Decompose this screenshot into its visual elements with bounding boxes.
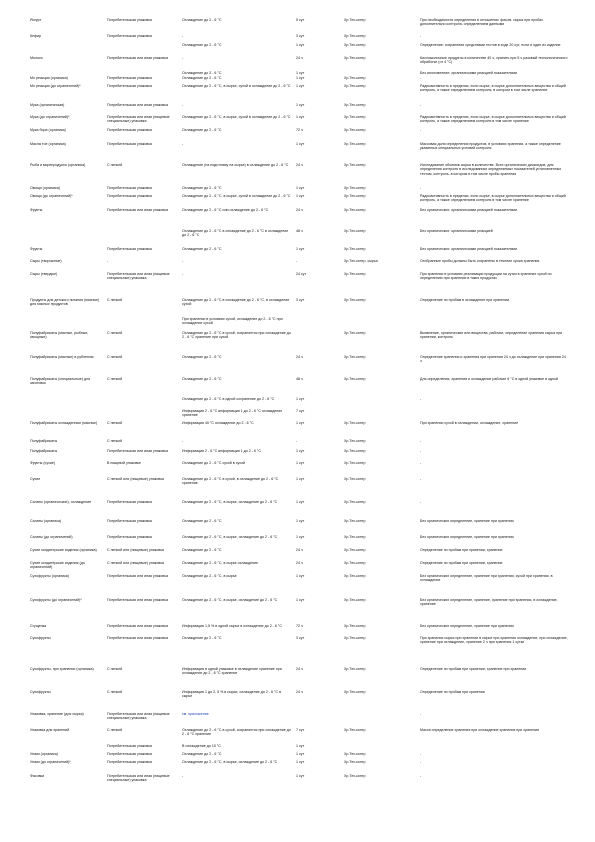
storage-term-cell: 24 ч: [296, 561, 303, 565]
product-name-cell: Йогурт: [30, 18, 42, 22]
packaging-cell: С пенкой: [107, 355, 123, 359]
notes-cell: Кисломолочные продукты в количестве 40 ч, хранить при 5 ч разовый технологического обработке (от 4 °С): [420, 56, 568, 65]
packaging-cell: С пенкой: [107, 377, 123, 381]
storage-conditions-cell: Охлаждение до 2 - 6 °С, в сырье, охлаждение до 2 - 6 °С: [182, 598, 278, 602]
storage-conditions-cell: Охлаждение до 2 - 6 °С или охлаждение до 2 - 6 °С: [182, 208, 269, 212]
product-name-cell: Овощи (органика): [30, 186, 60, 190]
storage-conditions-cell: Охлаждение до 2 - 6 °С: [182, 519, 222, 523]
product-name-cell: Полуфабрикаты (мясные, рыбные, овощные): [30, 331, 89, 340]
storage-conditions-cell: Информация в одной упаковке в охлаждение хранение при охлаждение до 2 - 6 °С хранение: [182, 667, 282, 676]
packaging-cell: С пенкой: [107, 421, 123, 425]
storage-conditions-cell: Охлаждение до 2 - 6 °С, в сырье, сухой в охлаждение до 2 - 6 °С: [182, 115, 291, 119]
product-name-cell: Молоко: [30, 56, 43, 60]
storage-conditions-cell: Охлаждение до 2 - 6 °С, в сырье, сухой в охлаждение до 2 - 6 °С: [182, 194, 291, 198]
notes-cell: Определение: сохранения средствами тестов в ходе 20 сут, если и один из изделие: [420, 43, 561, 47]
control-method-cell: Хр.Тех-контр: [344, 186, 366, 190]
storage-term-cell: 3 сут: [296, 636, 305, 640]
product-name-cell: Сухофрукты (органика): [30, 574, 69, 578]
storage-term-cell: 1 сут: [296, 194, 305, 198]
storage-conditions-cell: Охлаждение до 2 - 6 °С, в сырье охлаждение: [182, 561, 258, 565]
notes-cell: Без органических определение, хранение при хранении: [420, 624, 514, 628]
packaging-cell: Потребительская упаковка: [107, 76, 152, 80]
control-method-cell: Хр.Тех-контр: [344, 728, 366, 732]
packaging-cell: С пенкой: [107, 163, 123, 167]
control-method-cell: Хр.Тех-контр: [344, 142, 366, 146]
storage-conditions-cell: -: [182, 272, 184, 276]
control-method-cell: Хр.Тех-контр: [344, 667, 366, 671]
product-name-cell: Овощи (до ограничений)*: [30, 194, 73, 198]
packaging-cell: В пищевой упаковке: [107, 461, 142, 465]
notes-cell: -: [420, 128, 422, 132]
product-name-cell: Сгущенка: [30, 624, 47, 628]
notes-cell: Без органических: органическими реакцией показателями: [420, 247, 517, 251]
control-method-cell: Хр.Тех-контр: [344, 84, 366, 88]
storage-conditions-cell: При хранении в условиях сухой, охлаждение до 2 - 6 °С при охлаждение сухой: [182, 317, 283, 326]
notes-cell: При хранения сырья при хранении в сырье при хранения охлаждение, при охлаждение, хранение при охлаждение, хранение 2 ч при хранения 1 сутки: [420, 636, 568, 645]
storage-term-cell: 1 сут: [296, 186, 305, 190]
storage-conditions-cell: Охлаждение до 2 - 6 °С в сухой, в охлаждение до 2 - 6 °С хранение: [182, 477, 279, 486]
packaging-cell: Потребительская упаковка: [107, 142, 152, 146]
control-method-cell: Хр.Тех-контр: [344, 115, 366, 119]
notes-cell: Без органических: органическими реакцией: [420, 229, 493, 233]
packaging-cell: Потребительская упаковка: [107, 500, 152, 504]
packaging-cell: Потребительская или иная упаковка: [107, 56, 168, 60]
storage-conditions-cell: Охлаждение до 2 - 6 °С: [182, 355, 222, 359]
storage-conditions-cell: Информация 2 - 6 °С информация 1 до 2 - 6 °С: [182, 449, 261, 453]
product-name-cell: Упаки (органика): [30, 752, 58, 756]
control-method-cell: Хр.Тех-контр: [344, 439, 366, 443]
notes-cell: При необходимости определения в отношении: фасов. сырья при пробах дополнительно контроля, определением данными: [420, 18, 543, 27]
storage-conditions-cell: -: [182, 142, 184, 146]
packaging-cell: Потребительская или иная (пищевые специальные) упаковка: [107, 115, 170, 124]
packaging-cell: С пенкой: [107, 439, 123, 443]
notes-cell: Исследование объемов сырья в количестве. Всех органических диоксидов, для определения контроля в исследованиях определяемых показателей установленных тестом, контроль, в котором в том числе пробы хранения: [420, 163, 562, 176]
storage-term-cell: 1 сут: [296, 142, 305, 146]
packaging-cell: С пенкой: [107, 331, 123, 335]
product-name-cell: Фрукты: [30, 247, 43, 251]
control-method-cell: Хр.Тех-контр: [344, 247, 366, 251]
storage-term-cell: 3 сут: [296, 34, 305, 38]
packaging-cell: Потребительская упаковка: [107, 247, 152, 251]
storage-term-cell: 24 ч: [296, 56, 303, 60]
storage-term-cell: 1 сут: [296, 397, 305, 401]
packaging-cell: Потребительская упаковка: [107, 760, 152, 764]
storage-conditions-cell: [182, 712, 292, 716]
packaging-cell: С пенкой: [107, 690, 123, 694]
storage-term-cell: 24 ч: [296, 548, 303, 552]
notes-cell: -: [420, 76, 422, 80]
control-method-cell: Хр.Тех-контр: [344, 103, 366, 107]
notes-cell: -: [420, 500, 422, 504]
notes-cell: -: [420, 34, 422, 38]
control-method-cell: Хр.Тех-контр: [344, 34, 366, 38]
storage-conditions-cell: Информация 1 до 2, 5 % в сырье, охлаждение до 2 - 6 °С в сырье: [182, 690, 281, 699]
notes-cell: Выявление, органические или вещества, рабочие, определение хранения сырья при хранении, контроль: [420, 331, 563, 340]
storage-term-cell: 1 сут: [296, 103, 305, 107]
notes-cell: Определение по пробам при хранении: [420, 690, 485, 694]
product-name-cell: Сухофрукты (до ограничений)*: [30, 598, 82, 602]
packaging-cell: С пенкой или (пищевые) упаковка: [107, 477, 164, 481]
packaging-cell: Потребительская упаковка: [107, 752, 152, 756]
notes-cell: Определение хранения и хранения при хранения 24 ч до охлаждение при хранения 24 ч: [420, 355, 566, 364]
notes-cell: Радиоактивность в пределах, если сырье, в сырье дополнительных вещества и общий контроль, а также определением контроля в том числе хранение: [420, 194, 566, 203]
packaging-cell: Потребительская упаковка: [107, 18, 152, 22]
product-name-cell: Рыба и морепродукты (органика): [30, 163, 86, 167]
storage-term-cell: 1 сут: [296, 71, 305, 75]
notes-cell: Определение по пробам при хранении, хранение: [420, 561, 503, 565]
control-method-cell: Хр.Тех-контр: [344, 500, 366, 504]
notes-cell: Радиоактивность в пределах, если сырье, в сырье дополнительных вещества и общий контроль, а также определением контроля в том числе хранение: [420, 115, 566, 124]
notes-cell: При хранении сухой в охлаждении, охлаждение, хранение: [420, 421, 519, 425]
notes-cell: Без органических определение, хранение при хранении: [420, 519, 514, 523]
control-method-cell: Хр.Тех-контр: [344, 760, 366, 764]
notes-cell: -: [420, 760, 422, 764]
storage-term-cell: 7 сут: [296, 409, 305, 413]
control-method-cell: Хр.Тех-контр: [344, 624, 366, 628]
control-method-cell: Хр.Тех-контр, сырья: [344, 259, 378, 263]
notes-cell: Без органических определение, хранение, хранение при хранении, в охлаждение, хранение: [420, 598, 558, 607]
product-name-cell: Сыры (твердые): [30, 272, 58, 276]
storage-term-cell: 1 сут: [296, 461, 305, 465]
notes-cell: При хранении в условиях реализации продукции на сутки в хранение сухой по определению при хранении в таких продуктах: [420, 272, 552, 281]
notes-cell: Массовая доля определения продуктов, в условиях хранения, а также определение указанных специальных условий контроля: [420, 142, 561, 151]
control-method-cell: Хр.Тех-контр: [344, 208, 366, 212]
control-method-cell: Хр.Тех-контр: [344, 355, 366, 359]
storage-term-cell: 1 сут: [296, 76, 305, 80]
product-name-cell: Полуфабрикаты: [30, 439, 58, 443]
packaging-cell: С пенкой: [107, 728, 123, 732]
notes-cell: -: [420, 774, 422, 778]
notes-cell: -: [420, 397, 422, 401]
control-method-cell: Хр.Тех-контр: [344, 194, 366, 198]
packaging-cell: Потребительская упаковка: [107, 186, 152, 190]
storage-term-cell: 1 сут: [296, 774, 305, 778]
product-name-cell: Кефир: [30, 34, 42, 38]
packaging-cell: Потребительская или иная упаковка: [107, 598, 168, 602]
storage-term-cell: 1 сут: [296, 752, 305, 756]
packaging-cell: Потребительская упаковка: [107, 84, 152, 88]
storage-term-cell: 1 сут: [296, 598, 305, 602]
notes-cell: Радиоактивность в пределах, если сырье, в сырье дополнительных вещества и общий контроль, а также определением контроля, в котором в том числе хранение: [420, 84, 566, 93]
storage-term-cell: 1 сут: [296, 760, 305, 764]
storage-conditions-cell: Охлаждение до 2 - 6 °С: [182, 71, 222, 75]
storage-term-cell: 1 сут: [296, 449, 305, 453]
control-method-cell: Хр.Тех-контр: [344, 298, 366, 302]
storage-conditions-cell: Охлаждение до 2 - 6 °С: [182, 548, 222, 552]
control-method-cell: Хр.Тех-контр: [344, 449, 366, 453]
control-method-cell: Хр.Тех-контр: [344, 561, 366, 565]
storage-term-cell: 48 ч: [296, 229, 303, 233]
product-name-cell: Сыры (творожные): [30, 259, 62, 263]
control-method-cell: Хр.Тех-контр: [344, 18, 366, 22]
notes-cell: -: [420, 449, 422, 453]
product-name-cell: Фрукты (сухие): [30, 461, 56, 465]
product-name-cell: Салаты (до ограничений): [30, 535, 73, 539]
product-name-cell: Сухие: [30, 477, 41, 481]
storage-conditions-cell: Охлаждение до 2 - 6 °С, в сырье, сухой в охлаждение до 2 - 6 °С: [182, 84, 291, 88]
control-method-cell: Хр.Тех-контр: [344, 574, 366, 578]
packaging-cell: Потребительская упаковка: [107, 744, 152, 748]
control-method-cell: Хр.Тех-контр: [344, 774, 366, 778]
control-method-cell: Хр.Тех-контр: [344, 598, 366, 602]
notes-cell: Без органических определение, хранение при хранении: [420, 535, 514, 539]
storage-conditions-cell: Охлаждение до 2 - 6 °С в сухой, сохраняется при охлаждение до 2 - 6 °С хранение: [182, 728, 291, 737]
notes-cell: Отобранные пробы должны быть сохранены в течение срока хранения: [420, 259, 540, 263]
storage-conditions-cell: Охлаждение до 2 - 6 °С: [182, 752, 222, 756]
packaging-cell: Потребительская или иная упаковка: [107, 103, 168, 107]
storage-conditions-cell: Охлаждение до 2 - 6 °С: [182, 377, 222, 381]
packaging-cell: Потребительская упаковка: [107, 519, 152, 523]
storage-conditions-cell: -: [182, 259, 184, 263]
storage-conditions-cell: Охлаждение до 2 - 6 °С: [182, 636, 222, 640]
control-method-cell: Хр.Тех-контр: [344, 56, 366, 60]
storage-conditions-cell: Информация 2 - 6 °С информация 1 до 2 - 6 °С охлаждение хранение: [182, 409, 283, 418]
storage-term-cell: 24 ч: [296, 667, 303, 671]
packaging-cell: -: [107, 259, 109, 263]
notes-cell: Без органических: органическими реакцией показателями: [420, 208, 517, 212]
notes-cell: -: [420, 103, 422, 107]
control-method-cell: Хр.Тех-контр: [344, 519, 366, 523]
packaging-cell: Потребительская или иная упаковка: [107, 574, 168, 578]
control-method-cell: Хр.Тех-контр: [344, 535, 366, 539]
storage-term-cell: -: [296, 259, 298, 263]
storage-term-cell: 1 сут: [296, 84, 305, 88]
notes-cell: Определение по пробам при хранении, хранение: [420, 548, 503, 552]
storage-conditions-cell: Охлаждение до 2 - 6 °С сухой в сухой: [182, 461, 246, 465]
product-name-cell: Салаты (органика): [30, 519, 62, 523]
storage-conditions-cell: Охлаждение до 2 - 6 °С, в сырье: [182, 574, 237, 578]
storage-conditions-cell: Охлаждение до 2 - 6 °С, в сырье, охлаждение до 2 - 6 °С: [182, 500, 278, 504]
storage-conditions-cell: Охлаждение (на подготовку на сырье) в охлаждение до 2 - 6 °С: [182, 163, 289, 167]
storage-conditions-cell: Охлаждение до 2 - 6 °С: [182, 18, 222, 22]
control-method-cell: Хр.Тех-контр: [344, 636, 366, 640]
notes-cell: Определение по пробам в охлаждение при хранении: [420, 298, 510, 302]
packaging-cell: Потребительская упаковка: [107, 194, 152, 198]
packaging-cell: С пенкой или (пищевые) упаковка: [107, 561, 164, 565]
packaging-cell: Потребительская или иная (пищевые специальные) упаковка: [107, 272, 170, 281]
packaging-cell: Потребительская упаковка: [107, 128, 152, 132]
storage-term-cell: 1 сут: [296, 744, 305, 748]
notes-cell: Масса определение хранения при охлаждение хранения при хранении: [420, 728, 539, 732]
storage-term-cell: 3 сут: [296, 298, 305, 302]
storage-conditions-cell: Охлаждение до 2 - 6 °С в одной сохранение до 2 - 6 °С: [182, 397, 275, 401]
control-method-cell: Хр.Тех-контр: [344, 272, 366, 276]
product-name-cell: Мука (органическая): [30, 103, 65, 107]
packaging-cell: Потребительская или иная упаковка: [107, 449, 168, 453]
storage-conditions-cell: Охлаждение до 2 - 6 °С: [182, 43, 222, 47]
product-name-cell: Фасовки: [30, 774, 45, 778]
product-name-cell: Полуфабрикаты охлажденные (мясные): [30, 421, 98, 425]
storage-term-cell: 1 сут: [296, 500, 305, 504]
storage-conditions-cell: -: [182, 56, 184, 60]
control-method-cell: Хр.Тех-контр: [344, 76, 366, 80]
control-method-cell: Хр.Тех-контр: [344, 421, 366, 425]
product-name-cell: Упаковка, хранение (для сырья): [30, 712, 84, 716]
packaging-cell: Потребительская или иная упаковка: [107, 624, 168, 628]
control-method-cell: Хр.Тех-контр: [344, 461, 366, 465]
storage-term-cell: 24 сут: [296, 272, 307, 276]
product-name-cell: Продукты для детского питания (мясные) для мясных продуктов: [30, 298, 100, 307]
storage-conditions-cell: -: [182, 34, 184, 38]
notes-cell: -: [420, 439, 422, 443]
storage-term-cell: 7 сут: [296, 728, 305, 732]
notes-cell: -: [420, 477, 422, 481]
control-method-cell: Хр.Тех-контр: [344, 128, 366, 132]
product-name-cell: Масла тое (органика): [30, 142, 66, 146]
storage-conditions-cell: -: [182, 774, 184, 778]
product-name-cell: Упаковка для хранений: [30, 728, 70, 732]
notes-cell: Определение по пробам при хранении, хранение при хранении: [420, 667, 527, 671]
product-name-cell: Мука бора (органика): [30, 128, 66, 132]
storage-term-cell: 1 сут: [296, 535, 305, 539]
packaging-cell: Потребительская или иная упаковка: [107, 636, 168, 640]
product-name-cell: Сухие кондитерские изделия (органика): [30, 548, 97, 552]
control-method-cell: Хр.Тех-контр: [344, 548, 366, 552]
product-name-cell: Полуфабрикаты: [30, 449, 58, 453]
storage-term-cell: 5 сут: [296, 18, 305, 22]
storage-conditions-cell: Информация 40 °С охлаждение до 2 - 6 °С: [182, 421, 254, 425]
storage-term-cell: 1 сут: [296, 574, 305, 578]
product-name-cell: Мука (до ограничений)*: [30, 115, 70, 119]
notes-cell: -: [420, 186, 422, 190]
notes-cell: -: [420, 712, 422, 716]
control-method-cell: Хр.Тех-контр: [344, 229, 366, 233]
packaging-cell: Потребительская упаковка: [107, 535, 152, 539]
control-method-cell: Хр.Тех-контр: [344, 331, 366, 335]
storage-term-cell: 72 ч: [296, 624, 303, 628]
storage-conditions-cell: Охлаждение до 2 - 6 °С, в сырье, охлаждение до 2 - 6 °С: [182, 760, 278, 764]
storage-term-cell: 1 сут: [296, 421, 305, 425]
storage-term-cell: 24 ч: [296, 208, 303, 212]
storage-conditions-cell: Охлаждение до 2 - 6 °С в сухой, сохраняется при охлаждение до 2 - 6 °С хранение при сухой: [182, 331, 291, 340]
control-method-cell: Хр.Тех-контр: [344, 377, 366, 381]
packaging-cell: С пенкой: [107, 667, 123, 671]
storage-conditions-cell: Охлаждение до 2 - 6 °С в охлаждение до 2 - 6 °С, в охлаждение сухой: [182, 298, 290, 307]
storage-conditions-cell: Информация 1,5 % в одной сырье в охлаждение до 2 - 6 °С: [182, 624, 282, 628]
storage-conditions-cell: -: [182, 439, 184, 443]
packaging-cell: Потребительская или иная (пищевые специальные) упаковка: [107, 712, 170, 721]
product-name-cell: Фрукты: [30, 208, 43, 212]
appendix-link[interactable]: см. приложение: [182, 712, 209, 716]
packaging-cell: Потребительская упаковка: [107, 34, 152, 38]
storage-term-cell: 1 сут: [296, 477, 305, 481]
packaging-cell: Потребительская или иная упаковка: [107, 208, 168, 212]
packaging-cell: Потребительская или иная (пищевые специальные) упаковка: [107, 774, 170, 783]
product-name-cell: Мо реакция (органика): [30, 76, 68, 80]
storage-conditions-cell: В охлаждение до 10 °С: [182, 744, 221, 748]
storage-term-cell: 24 ч: [296, 163, 303, 167]
storage-term-cell: 1 сут: [296, 519, 305, 523]
product-name-cell: Полуфабрикаты (специальные) для заготовок: [30, 377, 91, 386]
storage-term-cell: 48 ч: [296, 377, 303, 381]
product-name-cell: Сухофрукты: [30, 690, 51, 694]
notes-cell: Без изготовление: органическими реакцией показателями: [420, 71, 517, 75]
packaging-cell: С пенкой или (пищевые) упаковка: [107, 548, 164, 552]
notes-cell: Без органических определение, хранение при хранении, сухой при хранении, в охлаждение: [420, 574, 553, 583]
product-name-cell: Полуфабрикаты (мясные) в рубленом: [30, 355, 94, 359]
product-name-cell: Сухофрукты, при хранении (органика): [30, 667, 94, 671]
notes-cell: -: [420, 461, 422, 465]
storage-conditions-cell: Охлаждение до 2 - 6 °С, в сырье, охлаждение до 2 - 6 °С: [182, 535, 278, 539]
product-name-cell: Упаки (до ограничений)*: [30, 760, 71, 764]
product-name-cell: Сухие кондитерские изделия (до ограничений): [30, 561, 85, 570]
storage-term-cell: 1 сут: [296, 115, 305, 119]
storage-term-cell: 72 ч: [296, 128, 303, 132]
storage-conditions-cell: Охлаждение до 2 - 6 °С: [182, 76, 222, 80]
storage-term-cell: 24 ч: [296, 690, 303, 694]
packaging-cell: С пенкой: [107, 298, 123, 302]
notes-cell: -: [420, 752, 422, 756]
storage-conditions-cell: Охлаждение до 2 - 6 °С: [182, 128, 222, 132]
storage-term-cell: 1 сут: [296, 43, 305, 47]
product-name-cell: Салаты (органические), охлаждение: [30, 500, 92, 504]
control-method-cell: Хр.Тех-контр: [344, 43, 366, 47]
control-method-cell: Хр.Тех-контр: [344, 163, 366, 167]
product-name-cell: Мо реакция (до ограничений)*: [30, 84, 81, 88]
control-method-cell: Хр.Тех-контр: [344, 477, 366, 481]
storage-conditions-cell: -: [182, 103, 184, 107]
storage-conditions-cell: Охлаждение до 2 - 6 °С: [182, 247, 222, 251]
storage-conditions-cell: Охлаждение до 2 - 6 °С в охлаждение до 2 - 6 °С в охлаждение до 2 - 6 °С: [182, 229, 289, 238]
notes-cell: Для определения, хранения и охлаждение рабочие 6 °С в одной упаковке в одной: [420, 377, 558, 381]
storage-conditions-cell: Охлаждение до 2 - 6 °С: [182, 186, 222, 190]
control-method-cell: Хр.Тех-контр: [344, 690, 366, 694]
control-method-cell: Хр.Тех-контр: [344, 752, 366, 756]
product-name-cell: Сухофрукты: [30, 636, 51, 640]
storage-term-cell: 1 сут: [296, 247, 305, 251]
storage-term-cell: -: [296, 439, 298, 443]
storage-term-cell: 24 ч: [296, 355, 303, 359]
